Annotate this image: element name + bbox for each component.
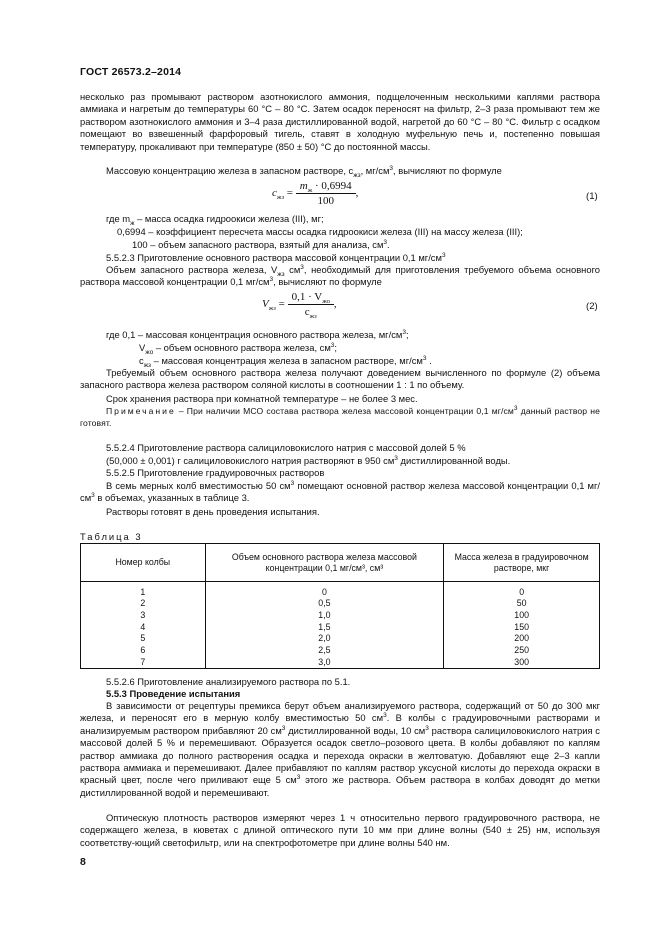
formula-1: $с_{жз}$ = $\frac{m_ж \cdot 0,6994}{100}$ , xyxy=(272,180,359,207)
cell-mass: 250 xyxy=(444,644,600,656)
table-row xyxy=(81,609,600,621)
paragraph-salicylate: (50,000 ± 0,001) г салициловокислого натрия растворяют в 950 $см^3$ дистиллированной воды. xyxy=(106,454,511,466)
table-header-row xyxy=(81,544,600,582)
paragraph-test-procedure: В зависимости от рецептуры премикса берут объем анализируемого раствора, содержащий от 50 до 300 мкг железа, и переносят его в мерную колбу вместимостью 50 $см^3$. В колбы с градуировочными растворами и анализируемым раствором прибавляют 20 $см^3$ дистиллированной воды, 10 $см^3$ раствора салициловокислого натрия с массовой долей 5 % и перемешивают. Образуется осадок светло–розового цвета. В колбы добавляют по каплям раствор аммиака до полного растворения осадка и перехода окраски в желтоватую. Добавляют еще 2–3 капли раствора аммиака и перемешивают. Далее прибавляют по каплям раствор уксусной кислоты до перехода окраски в красный цвет, после чего приливают еще 5 $см^3$ этого же раствора. Объем раствора в колбах доводят до метки дистиллированной водой и перемешивают. xyxy=(80,700,600,798)
where2-concentration-item: где 0,1 – массовая концентрация основного раствора железа, $мг/см^3$; xyxy=(106,328,409,340)
cell-mass: 50 xyxy=(444,598,600,610)
paragraph-required-volume: Требуемый объем основного раствора железа получают доведением вычисленного по формуле (2) объема запасного раствора железа раствором соляной кислоты в соотношении 1 : 1 по объему. xyxy=(80,367,600,391)
cell-mass: 150 xyxy=(444,621,600,633)
cell-volume: 2,0 xyxy=(205,633,444,645)
paragraph-volume-stock: Объем запасного раствора железа, $V_{жз}$ $см^3$, необходимый для приготовления требуемого объема основного раствора массовой концентрации 0,1 $мг/см^3$, вычисляют по формуле xyxy=(80,263,600,288)
cell-flask: 2 xyxy=(81,598,206,610)
cell-volume: 2,5 xyxy=(205,644,444,656)
cell-flask: 6 xyxy=(81,644,206,656)
cell-volume: 1,0 xyxy=(205,609,444,621)
paragraph-optical-density: Оптическую плотность растворов измеряют через 1 ч относительно первого градуировочного раствора, не содержащего железа, в кюветах с длиной оптического пути 10 мм при длине волны (540 ± 25) нм, используя соответству-ющий светофильтр, или на спектрофотометре при длине волны 540 нм. xyxy=(80,812,600,848)
page-number: 8 xyxy=(80,856,86,868)
table-row xyxy=(81,598,600,610)
header-volume: Объем основного раствора железа массовой концентрации 0,1 мг/см³, см³ xyxy=(205,544,444,582)
cell-flask: 1 xyxy=(81,582,206,598)
document-header: ГОСТ 26573.2–2014 xyxy=(80,66,182,78)
section-5-5-2-4: 5.5.2.4 Приготовление раствора салициловокислого натрия с массовой долей 5 % xyxy=(106,442,466,453)
table-row xyxy=(81,644,600,656)
cell-volume: 1,5 xyxy=(205,621,444,633)
table-row xyxy=(81,633,600,645)
table-caption: Таблица 3 xyxy=(80,531,143,542)
paragraph-same-day: Растворы готовят в день проведения испытания. xyxy=(106,506,320,517)
cell-volume: 0 xyxy=(205,582,444,598)
where2-stock-concentration-item: $с_{жз}$ – массовая концентрация железа в запасном растворе, $мг/см^3$ . xyxy=(139,354,432,369)
section-5-5-2-6: 5.5.2.6 Приготовление анализируемого раствора по 5.1. xyxy=(106,676,351,687)
cell-mass: 300 xyxy=(444,656,600,668)
section-5-5-2-3: 5.5.2.3 Приготовление основного раствора массовой концентрации 0,1 $мг/см^3$ xyxy=(106,251,446,263)
formula-2-number: (2) xyxy=(586,301,598,312)
cell-volume: 3,0 xyxy=(205,656,444,668)
header-iron-mass: Масса железа в градуировочном растворе, мкг xyxy=(444,544,600,582)
paragraph-mass-concentration: Массовую концентрацию железа в запасном растворе, $с_{жз}$, $мг/см^3$, вычисляют по формуле xyxy=(106,164,502,179)
where2-volume-item: $V_{жо}$ – объем основного раствора железа, $см^3$; xyxy=(139,341,338,356)
paragraph-filtration: несколько раз промывают раствором азотнокислого аммония, подщелоченным несколькими каплями раствора аммиака и нагретым до температуры 60 °С – 80 °С. Затем осадок переносят на фильтр, 2–3 раза промывают тем же раствором азотнокислого аммония и 3–4 раза дистиллированной водой, нагретой до 60 °С – 80 °С. Фильтр с осадком помещают во взвешенный фарфоровый тигель, ставят в холодную муфельную печь и, постепенно повышая температуру, прокаливают при температуре (850 ± 50) °С до постоянной массы. xyxy=(80,91,600,152)
where-mass-item: где $m_ж$ – масса осадка гидроокиси железа (III), мг; xyxy=(106,213,324,227)
where-coefficient-item: 0,6994 – коэффициент пересчета массы осадка гидроокиси железа (III) на массу железа (III); xyxy=(117,226,523,237)
cell-flask: 5 xyxy=(81,633,206,645)
cell-mass: 0 xyxy=(444,582,600,598)
cell-volume: 0,5 xyxy=(205,598,444,610)
table-row xyxy=(81,621,600,633)
cell-flask: 3 xyxy=(81,609,206,621)
section-5-5-2-5: 5.5.2.5 Приготовление градуировочных растворов xyxy=(106,467,325,478)
table-row xyxy=(81,656,600,668)
formula-1-number: (1) xyxy=(586,191,598,202)
cell-mass: 100 xyxy=(444,609,600,621)
cell-mass: 200 xyxy=(444,633,600,645)
paragraph-seven-flasks: В семь мерных колб вместимостью 50 $см^3$ помещают основной раствор железа массовой концентрации 0,1 $мг/см^3$ в объемах, указанных в таблице 3. xyxy=(80,479,600,504)
header-flask-number: Номер колбы xyxy=(81,544,206,582)
formula-2: $V_{жз}$ = $\frac{0,1 \cdot V_{жо}}{с_{жз}}$ , xyxy=(262,291,337,321)
section-5-5-3: 5.5.3 Проведение испытания xyxy=(106,688,241,699)
table-3 xyxy=(80,543,600,669)
note-mso: Примечание – При наличии МСО состава раствора железа массовой концентрации 0,1 $мг/см^3$ данный раствор не готовят. xyxy=(80,405,600,429)
paragraph-storage-time: Срок хранения раствора при комнатной температуре – не более 3 мес. xyxy=(106,393,418,404)
table-row xyxy=(81,582,600,598)
cell-flask: 7 xyxy=(81,656,206,668)
where-volume-item: 100 – объем запасного раствора, взятый для анализа, $см^3$. xyxy=(132,238,390,250)
cell-flask: 4 xyxy=(81,621,206,633)
